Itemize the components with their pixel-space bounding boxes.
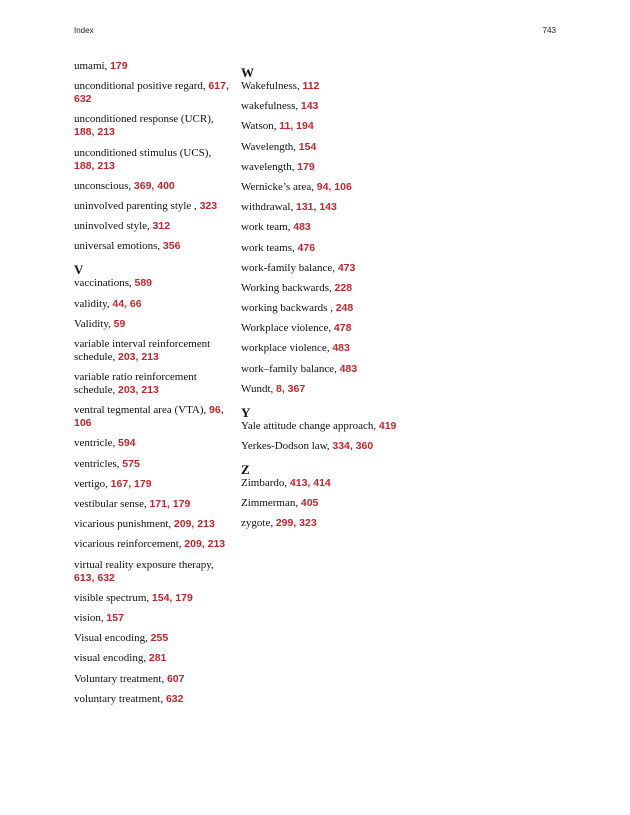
index-term: Zimmerman, xyxy=(241,497,301,510)
index-term: unconditional positive regard, xyxy=(74,80,209,93)
section-title: Index xyxy=(74,26,94,35)
index-entry xyxy=(241,497,401,510)
index-entry xyxy=(74,518,234,531)
index-term: ventricles, xyxy=(74,457,123,470)
page-reference-link[interactable]: 478 xyxy=(333,322,352,335)
index-term: ventricle, xyxy=(74,437,118,450)
index-letter-heading: V xyxy=(74,262,84,278)
page-reference-link[interactable]: 203, 213 xyxy=(117,384,159,397)
index-term: workplace violence, xyxy=(241,342,333,355)
page-reference-link[interactable]: 607 xyxy=(166,672,185,685)
index-entry xyxy=(74,318,234,331)
index-term: Wundt, xyxy=(241,382,276,395)
index-term: vertigo, xyxy=(74,477,111,490)
index-term: working backwards , xyxy=(241,302,336,315)
index-entry xyxy=(241,342,401,355)
index-term: Yerkes-Dodson law, xyxy=(241,440,333,452)
page-reference-link[interactable]: 575 xyxy=(122,457,140,470)
index-term: Workplace violence, xyxy=(241,322,334,335)
page-reference-link[interactable]: 413, 414 xyxy=(289,477,331,489)
index-entry xyxy=(241,420,401,433)
index-term: vestibular sense, xyxy=(74,498,150,510)
page-reference-link[interactable]: 179 xyxy=(297,160,315,173)
running-header xyxy=(74,26,556,38)
index-entry xyxy=(241,440,401,453)
index-entry xyxy=(74,652,234,665)
index-term: uninvolved style, xyxy=(74,220,153,233)
index-term: visual encoding, xyxy=(74,652,149,665)
index-term: ventral tegmental area (VTA), xyxy=(74,404,210,417)
index-term: vicarious punishment, xyxy=(74,518,174,531)
page-reference-link[interactable]: 369, 400 xyxy=(133,179,175,192)
index-entry xyxy=(74,437,234,450)
index-entry xyxy=(241,302,401,315)
page-reference-link[interactable]: 167, 179 xyxy=(110,477,152,490)
index-entry xyxy=(74,693,234,706)
index-entry xyxy=(241,322,401,335)
index-term: work team, xyxy=(241,221,294,234)
index-term: wakefulness, xyxy=(241,100,301,113)
page-reference-link[interactable]: 154, 179 xyxy=(151,591,193,604)
index-entry xyxy=(241,141,401,154)
index-term: voluntary treatment, xyxy=(74,692,166,705)
page-reference-link[interactable]: 157 xyxy=(106,611,124,624)
page-reference-link[interactable]: 112 xyxy=(302,80,320,92)
index-entry xyxy=(74,632,234,645)
index-term: unconditioned response (UCR), xyxy=(74,113,214,126)
page-reference-link[interactable]: 356 xyxy=(162,240,181,253)
index-entry xyxy=(74,220,234,233)
index-term: wavelength, xyxy=(241,160,298,173)
index-term: zygote, xyxy=(241,517,276,530)
index-entry xyxy=(241,517,401,530)
page-reference-link[interactable]: 11, 194 xyxy=(279,120,314,133)
page-reference-link[interactable]: 228 xyxy=(334,281,353,294)
index-entry xyxy=(241,100,401,113)
page-reference-link[interactable]: 476 xyxy=(297,241,316,254)
index-term: Wakefulness, xyxy=(241,80,303,92)
index-entry xyxy=(241,201,401,214)
index-term: vicarious reinforcement, xyxy=(74,538,185,551)
page-reference-link[interactable]: 405 xyxy=(300,497,319,510)
index-entry xyxy=(74,478,234,491)
index-entry xyxy=(241,383,401,396)
page-reference-link[interactable]: 96, 106 xyxy=(74,404,224,430)
index-term: umami, xyxy=(74,60,111,72)
index-entry xyxy=(74,60,234,73)
page-reference-link[interactable]: 312 xyxy=(152,220,171,233)
index-entry xyxy=(74,538,234,551)
page-reference-link[interactable]: 209, 213 xyxy=(173,518,215,531)
index-term: unconditioned stimulus (UCS), xyxy=(74,146,212,159)
index-entry xyxy=(241,262,401,275)
index-entry xyxy=(74,592,234,605)
page-reference-link[interactable]: 44, 66 xyxy=(112,297,142,310)
page-reference-link[interactable]: 188, 213 xyxy=(74,159,115,172)
index-entry xyxy=(241,221,401,234)
page-reference-link[interactable]: 154 xyxy=(298,140,317,153)
index-term: withdrawal, xyxy=(241,201,296,214)
page-reference-link[interactable]: 143 xyxy=(300,100,319,113)
page-reference-link[interactable]: 617, 632 xyxy=(74,80,229,106)
page-reference-link[interactable]: 171, 179 xyxy=(149,498,191,510)
index-entry xyxy=(74,200,234,213)
index-term: Wavelength, xyxy=(241,140,299,153)
index-entry xyxy=(74,559,234,585)
index-term: Yale attitude change approach, xyxy=(241,419,379,432)
page-reference-link[interactable]: 483 xyxy=(339,362,358,375)
index-entry xyxy=(74,298,234,311)
index-entry xyxy=(241,80,401,93)
index-term: variable ratio reinforcement schedule, xyxy=(74,371,197,397)
page-reference-link[interactable]: 94, 106 xyxy=(316,180,352,193)
index-entry xyxy=(74,612,234,625)
index-column-left xyxy=(74,60,234,713)
page-reference-link[interactable]: 632 xyxy=(165,692,184,705)
index-entry xyxy=(241,181,401,194)
page-number: 743 xyxy=(542,26,556,35)
index-term: Watson, xyxy=(241,120,280,133)
page-reference-link[interactable]: 131, 143 xyxy=(295,201,337,214)
index-entry xyxy=(74,147,234,173)
page-reference-link[interactable]: 419 xyxy=(378,419,397,432)
page-reference-link[interactable]: 473 xyxy=(337,261,356,274)
page-reference-link[interactable]: 323 xyxy=(199,199,218,212)
index-term: unconscious, xyxy=(74,179,134,192)
index-term: Wernicke’s area, xyxy=(241,180,317,193)
index-entry xyxy=(241,477,401,490)
index-term: work–family balance, xyxy=(241,362,340,375)
index-term: Zimbardo, xyxy=(241,477,290,489)
page-reference-link[interactable]: 594 xyxy=(117,437,136,450)
index-letter-heading: Z xyxy=(241,462,250,477)
index-term: Visual encoding, xyxy=(74,632,151,645)
page-reference-link[interactable]: 8, 367 xyxy=(276,382,306,395)
page-reference-link[interactable]: 589 xyxy=(134,277,153,290)
index-term: variable interval reinforcement schedule, xyxy=(74,337,211,363)
index-column-right xyxy=(241,60,401,538)
page-reference-link[interactable]: 203, 213 xyxy=(117,350,159,363)
index-entry xyxy=(74,180,234,193)
index-entry xyxy=(241,161,401,174)
index-entry xyxy=(74,404,234,430)
index-entry xyxy=(74,240,234,253)
index-letter-heading: Y xyxy=(241,404,251,420)
index-term: Voluntary treatment, xyxy=(74,672,167,685)
page-reference-link[interactable]: 255 xyxy=(150,632,169,645)
index-term: Working backwards, xyxy=(241,281,335,294)
index-entry xyxy=(241,242,401,255)
index-entry xyxy=(74,673,234,686)
index-term: virtual reality exposure therapy, xyxy=(74,558,214,571)
index-term: work-family balance, xyxy=(241,261,338,274)
index-term: work teams, xyxy=(241,241,298,254)
page-reference-link[interactable]: 483 xyxy=(293,221,311,234)
index-entry xyxy=(74,338,234,364)
index-term: Validity, xyxy=(74,317,114,330)
index-letter-heading: W xyxy=(241,65,254,80)
page-reference-link[interactable]: 188, 213 xyxy=(74,126,115,139)
page-reference-link[interactable]: 299, 323 xyxy=(275,517,317,530)
page-reference-link[interactable]: 59 xyxy=(113,317,126,330)
page-reference-link[interactable]: 334, 360 xyxy=(332,440,374,452)
index-term: universal emotions, xyxy=(74,240,163,253)
index-entry xyxy=(74,113,234,139)
index-entry xyxy=(74,458,234,471)
index-entry xyxy=(74,371,234,397)
index-term: vaccinations, xyxy=(74,277,135,290)
index-entry xyxy=(74,498,234,511)
page-reference-link[interactable]: 483 xyxy=(332,342,350,355)
page-reference-link[interactable]: 613, 632 xyxy=(74,571,115,584)
page-reference-link[interactable]: 248 xyxy=(335,302,354,315)
index-term: validity, xyxy=(74,297,113,310)
index-term: vision, xyxy=(74,611,107,624)
index-entry xyxy=(74,277,234,290)
page-reference-link[interactable]: 209, 213 xyxy=(184,538,226,551)
page-reference-link[interactable]: 281 xyxy=(148,652,167,665)
index-entry xyxy=(241,282,401,295)
page-reference-link[interactable]: 179 xyxy=(110,60,128,72)
index-entry xyxy=(241,120,401,133)
index-term: uninvolved parenting style , xyxy=(74,199,200,212)
index-entry xyxy=(241,363,401,376)
index-term: visible spectrum, xyxy=(74,591,152,604)
index-entry xyxy=(74,80,234,106)
